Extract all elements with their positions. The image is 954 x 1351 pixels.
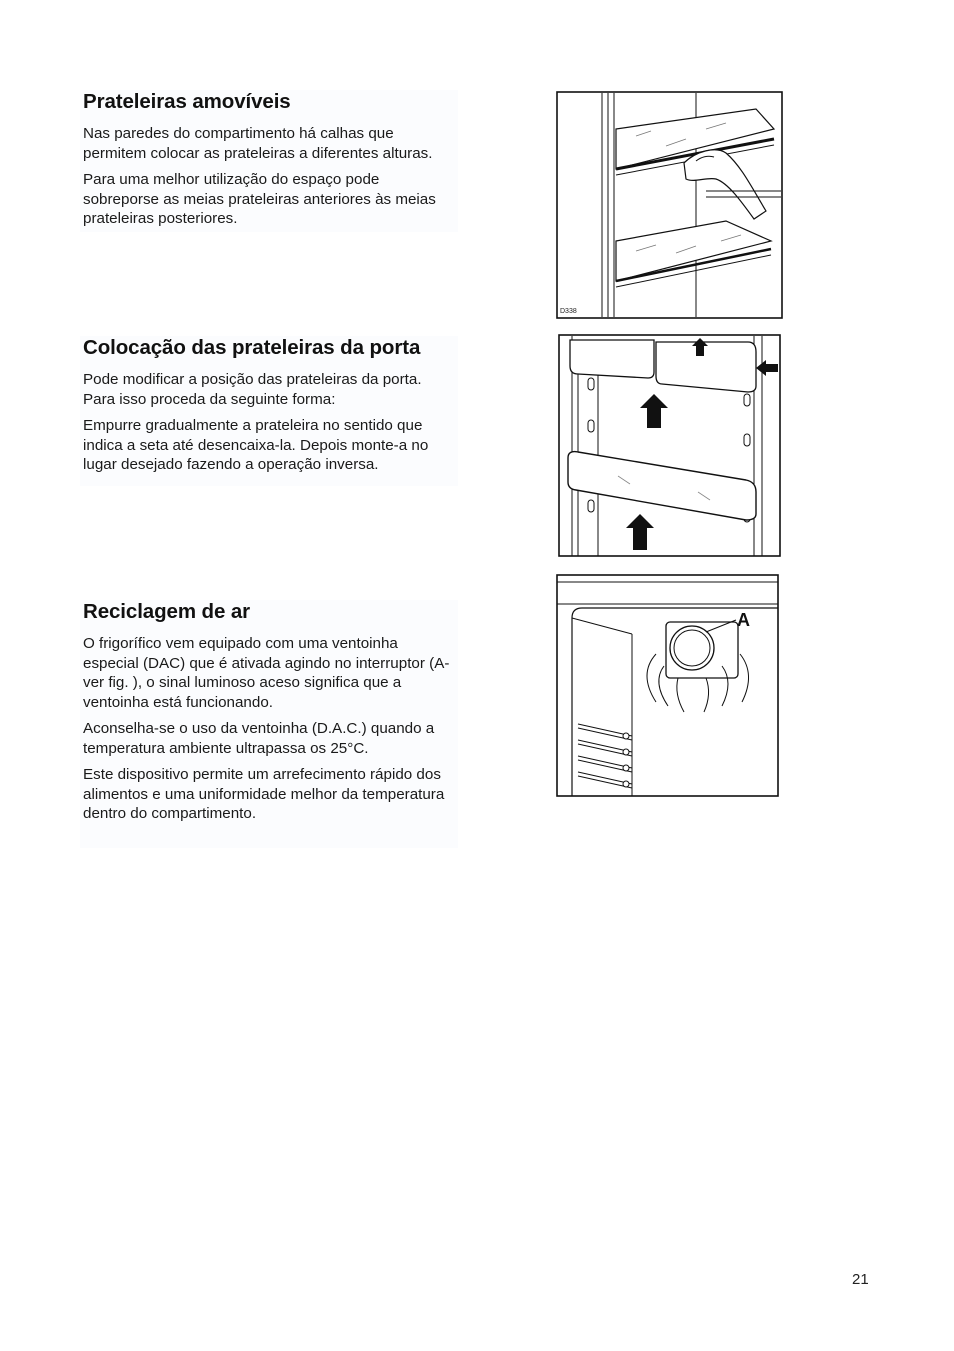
section-air-recirculation xyxy=(80,600,458,848)
page-number: 21 xyxy=(852,1271,869,1288)
paragraph: Este dispositivo permite um arrefecimento rápido dos alimentos e uma uniformidade melhor da temperatura dentro do compartimento. xyxy=(83,766,445,822)
section-title: Colocação das prateleiras da porta xyxy=(83,336,421,359)
paragraph: O frigorífico vem equipado com uma ventoinha especial (DAC) que é ativada agindo no interruptor (A-ver fig. ), o sinal luminoso aceso significa que a ventoinha está funcionando. xyxy=(83,635,450,711)
section-title: Prateleiras amovíveis xyxy=(83,90,291,113)
section-removable-shelves xyxy=(80,90,458,232)
door-shelves-illustration xyxy=(558,334,781,557)
paragraph: Empurre gradualmente a prateleira no sentido que indica a seta até desencaixa-la. Depois monte-a no lugar desejado fazendo a operação inversa. xyxy=(83,417,429,473)
paragraph: Pode modificar a posição das prateleiras da porta. Para isso proceda da seguinte forma: xyxy=(83,371,422,408)
fan-illustration xyxy=(556,574,779,797)
figure-label-a: A xyxy=(737,610,750,630)
shelves-illustration xyxy=(556,91,783,319)
figure-code: D338 xyxy=(560,308,577,315)
section-title: Reciclagem de ar xyxy=(83,600,251,623)
paragraph: Para uma melhor utilização do espaço pode sobreporse as meias prateleiras anteriores às meias prateleiras posteriores. xyxy=(83,171,436,227)
paragraph: Nas paredes do compartimento há calhas que permitem colocar as prateleiras a diferentes alturas. xyxy=(83,125,433,162)
section-door-shelves xyxy=(80,336,458,486)
paragraph: Aconselha-se o uso da ventoinha (D.A.C.) quando a temperatura ambiente ultrapassa os 25°C. xyxy=(83,720,435,757)
